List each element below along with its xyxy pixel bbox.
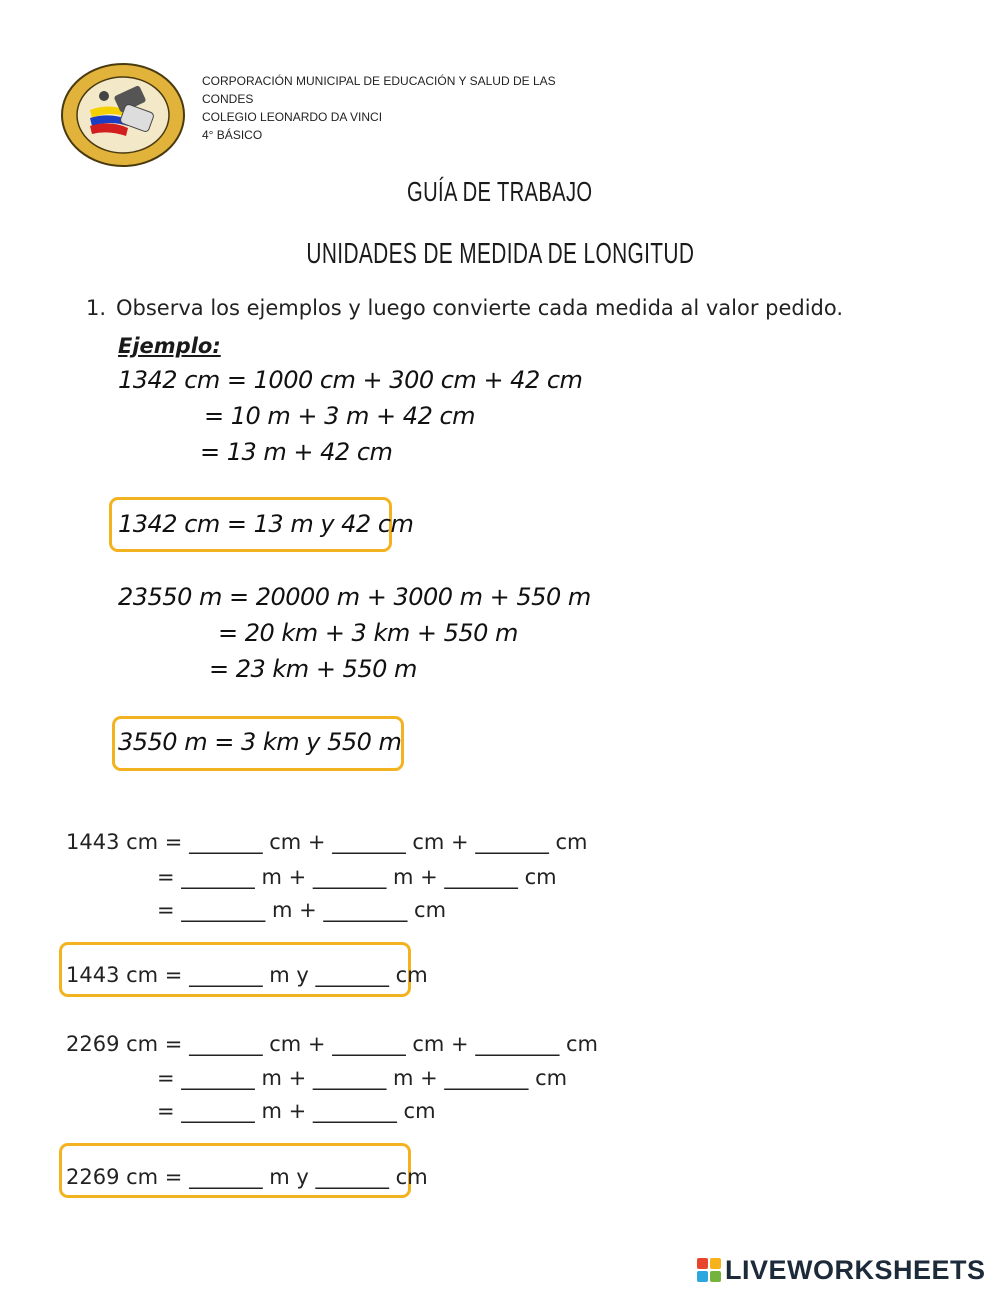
school-header-line: CORPORACIÓN MUNICIPAL DE EDUCACIÓN Y SALUD DE LAS CONDES: [202, 74, 556, 106]
page-title: GUÍA DE TRABAJO: [407, 176, 593, 207]
exercise1-line: 1443 cm = _______ cm + _______ cm + _______ cm: [66, 830, 588, 854]
example1-line: 1342 cm = 1000 cm + 300 cm + 42 cm: [118, 366, 583, 394]
brand-name: LIVEWORKSHEETS: [725, 1254, 986, 1285]
exercise1-result: 1443 cm = _______ m y _______ cm: [66, 963, 428, 987]
exercise2-line: = _______ m + _______ m + ________ cm: [157, 1066, 568, 1090]
example2-result: 3550 m = 3 km y 550 m: [118, 728, 402, 756]
example-label: Ejemplo:: [118, 334, 221, 358]
school-logo: [60, 62, 186, 168]
exercise2-result: 2269 cm = _______ m y _______ cm: [66, 1165, 428, 1189]
exercise2-line: 2269 cm = _______ cm + _______ cm + ________ cm: [66, 1032, 598, 1056]
school-header-line: 4° BÁSICO: [202, 128, 263, 142]
school-header-line: COLEGIO LEONARDO DA VINCI: [202, 110, 383, 124]
example1-result: 1342 cm = 13 m y 42 cm: [118, 510, 414, 538]
exercise2-line: = _______ m + ________ cm: [157, 1099, 436, 1123]
example2-line: 23550 m = 20000 m + 3000 m + 550 m: [118, 583, 591, 611]
liveworksheets-icon: [697, 1258, 721, 1282]
example2-line: = 23 km + 550 m: [209, 655, 417, 683]
page-subtitle: UNIDADES DE MEDIDA DE LONGITUD: [306, 238, 694, 270]
instruction-number: 1.: [86, 296, 107, 320]
instruction-text: Observa los ejemplos y luego convierte cada medida al valor pedido.: [116, 296, 844, 320]
example1-line: = 10 m + 3 m + 42 cm: [204, 402, 476, 430]
example2-line: = 20 km + 3 km + 550 m: [218, 619, 518, 647]
exercise1-line: = ________ m + ________ cm: [157, 898, 447, 922]
liveworksheets-logo: [697, 1254, 986, 1286]
school-header: [202, 72, 582, 144]
example1-line: = 13 m + 42 cm: [200, 438, 393, 466]
exercise1-line: = _______ m + _______ m + _______ cm: [157, 865, 557, 889]
instruction: [86, 296, 843, 320]
